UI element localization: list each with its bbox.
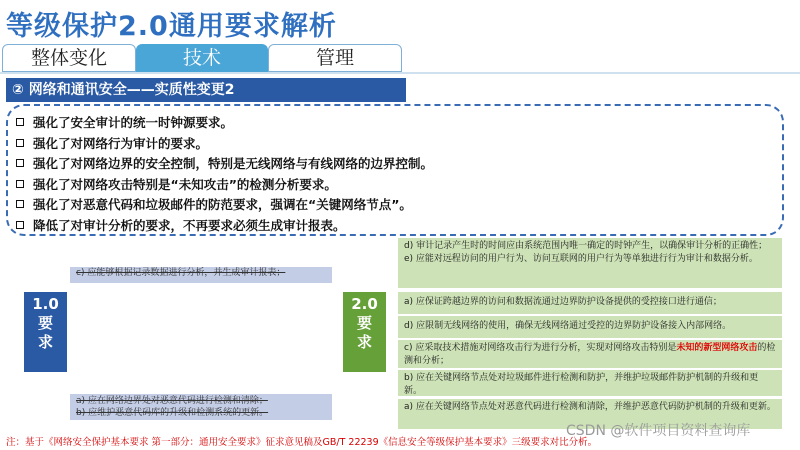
- requirement-text: 强化了对网络行为审计的要求。: [33, 135, 209, 151]
- version-number: 1.0: [32, 295, 59, 313]
- checkbox-icon: [16, 221, 24, 229]
- tab-technology[interactable]: 技术: [136, 44, 268, 72]
- new-requirement-attack: [398, 340, 782, 368]
- checkbox-icon: [16, 180, 24, 188]
- requirement-text: 降低了对审计分析的要求，不再要求必须生成审计报表。: [33, 217, 346, 233]
- checkbox-icon: [16, 200, 24, 208]
- version-1-0-badge: [24, 292, 67, 372]
- requirement-item: [16, 112, 774, 133]
- requirement-item: [16, 133, 774, 154]
- new-item-text: e) 应能对远程访问的用户行为、访问互联网的用户行为等单独进行行为审计和数据分析。: [404, 253, 758, 264]
- old-item-text: a) 应在网络边界处对恶意代码进行检测和清除；: [76, 396, 268, 406]
- requirement-text: 强化了对网络攻击特别是“未知攻击”的检测分析要求。: [33, 176, 337, 192]
- requirement-item: [16, 194, 774, 215]
- requirement-item: [16, 174, 774, 195]
- footnote: 注：基于《网络安全保护基本要求 第一部分：通用安全要求》征求意见稿及GB/T 22239《信息安全等级保护基本要求》三级要求对比分析。: [6, 437, 598, 448]
- requirement-text: 强化了安全审计的统一时钟源要求。: [33, 115, 234, 131]
- page-title: 等级保护2.0通用要求解析: [6, 11, 337, 42]
- requirement-item: [16, 215, 774, 236]
- new-requirement-audit: [398, 238, 782, 288]
- old-requirement-malware: [70, 394, 332, 420]
- requirements-box: [6, 104, 784, 236]
- checkbox-icon: [16, 118, 24, 126]
- tab-divider: [0, 72, 800, 74]
- old-requirement-audit-report: c) 应能够根据记录数据进行分析，并生成审计报表；: [70, 267, 332, 283]
- version-label-char: 求: [37, 333, 53, 351]
- watermark: CSDN @软件项目资料查询库: [566, 423, 751, 439]
- new-requirement-boundary-d: d) 应限制无线网络的使用，确保无线网络通过受控的边界防护设备接入内部网络。: [398, 316, 782, 338]
- requirement-item: [16, 153, 774, 174]
- checkbox-icon: [16, 159, 24, 167]
- tab-management[interactable]: 管理: [268, 44, 402, 72]
- version-number: 2.0: [351, 295, 378, 313]
- requirement-text: 强化了对网络边界的安全控制，特别是无线网络与有线网络的边界控制。: [33, 156, 434, 172]
- section-header: ② 网络和通讯安全——实质性变更2: [6, 78, 406, 102]
- requirement-text: 强化了对恶意代码和垃圾邮件的防范要求，强调在“关键网络节点”。: [33, 197, 412, 213]
- version-2-0-badge: [343, 292, 386, 372]
- old-item-text: b) 应维护恶意代码库的升级和检测系统的更新。: [76, 408, 269, 418]
- new-requirement-boundary-a: a) 应保证跨越边界的访问和数据流通过边界防护设备提供的受控接口进行通信；: [398, 292, 782, 314]
- new-item-text: c) 应采取技术措施对网络攻击行为进行分析，实现对网络攻击特别是: [404, 343, 677, 353]
- version-label-char: 要: [356, 314, 372, 332]
- checkbox-icon: [16, 139, 24, 147]
- new-requirement-malware: a) 应在关键网络节点处对恶意代码进行检测和清除，并维护恶意代码防护机制的升级和更新。: [398, 399, 782, 429]
- version-label-char: 求: [356, 333, 372, 351]
- tab-overall-change[interactable]: 整体变化: [2, 44, 136, 72]
- new-item-text: 的检测和分析；: [404, 343, 776, 366]
- new-item-text: d) 审计记录产生时的时间应由系统范围内唯一确定的时钟产生，以确保审计分析的正确性；: [404, 241, 768, 251]
- version-label-char: 要: [37, 314, 53, 332]
- highlight-text: 未知的新型网络攻击: [676, 343, 758, 353]
- tab-bar: [0, 44, 800, 74]
- new-requirement-spam: b) 应在关键网络节点处对垃圾邮件进行检测和防护，并维护垃圾邮件防护机制的升级和更新。: [398, 370, 782, 396]
